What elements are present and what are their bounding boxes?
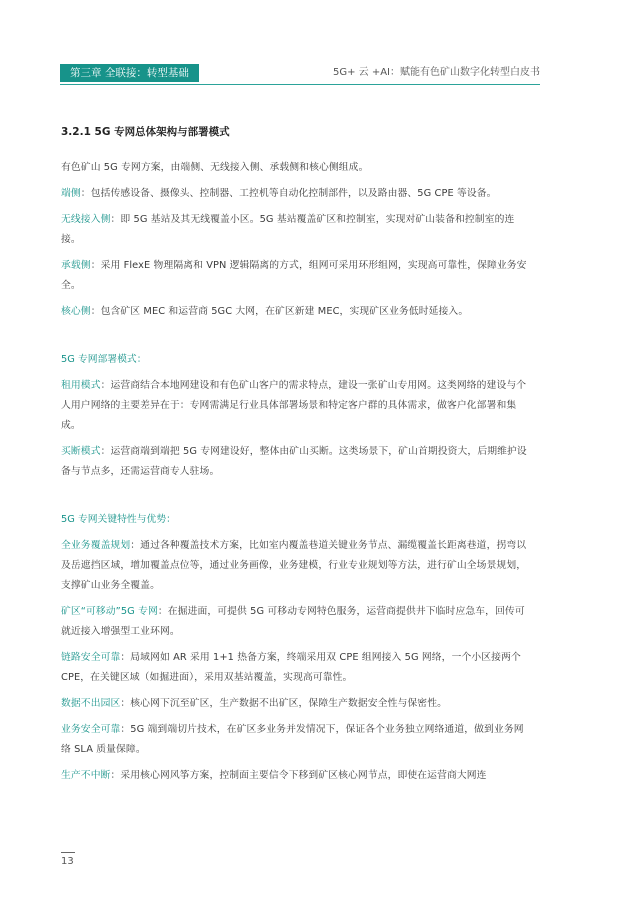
component-term: 端侧 [61, 188, 81, 199]
spacer [61, 488, 533, 510]
feature-term: 生产不中断 [61, 770, 111, 781]
page-header [60, 64, 540, 82]
component-bearer [61, 256, 533, 296]
feature-term: 全业务覆盖规划 [61, 540, 131, 551]
deployment-heading: 5G 专网部署模式： [61, 354, 147, 365]
page-number: 13 [61, 856, 74, 867]
deployment-text: ：运营商端到端把 5G 专网建设好，整体由矿山买断。这类场景下，矿山首期投资大，后期维护设备与节点多，还需运营商专人驻场。 [61, 446, 527, 477]
spacer [61, 328, 533, 350]
component-term: 核心侧 [61, 306, 91, 317]
component-text: ：包含矿区 MEC 和运营商 5GC 大网，在矿区新建 MEC，实现矿区业务低时延接入。 [90, 306, 469, 317]
feature-text: ：核心网下沉至矿区，生产数据不出矿区，保障生产数据安全性与保密性。 [120, 698, 447, 709]
feature-text: ：通过各种覆盖技术方案，比如室内覆盖巷道关键业务节点、漏缆覆盖长距离巷道，拐弯以及岳遮挡区域，增加覆盖点位等，通过业务画像，业务建模，行业专业规划等方法，进行矿山全场景规划，支撑矿山业务全覆盖。 [61, 540, 527, 591]
feature-mobile-network [61, 602, 533, 642]
feature-link-reliability [61, 648, 533, 688]
chapter-label: 第三章 全联接：转型基础 [60, 64, 199, 82]
deployment-term: 买断模式 [61, 446, 101, 457]
component-text: ：采用 FlexE 物理隔离和 VPN 逻辑隔离的方式，组网可采用环形组网，实现高可靠性，保障业务安全。 [61, 260, 527, 291]
feature-term: 矿区“可移动”5G 专网 [61, 606, 158, 617]
component-term: 承载侧 [61, 260, 91, 271]
feature-term: 数据不出园区 [61, 698, 121, 709]
feature-uninterrupted [61, 766, 533, 786]
component-radio-access [61, 210, 533, 250]
section-heading: 3.2.1 5G 专网总体架构与部署模式 [61, 126, 230, 138]
deployment-term: 租用模式 [61, 380, 101, 391]
feature-text: ：5G 端到端切片技术，在矿区多业务并发情况下，保证各个业务独立网络通道，做到业务网络 SLA 质量保障。 [61, 724, 524, 755]
deployment-text: ：运营商结合本地网建设和有色矿山客户的需求特点，建设一张矿山专用网。这类网络的建设与个人用户网络的主要差异在于：专网需满足行业具体部署场景和特定客户群的具体需求，做客户化部署和集成。 [61, 380, 527, 431]
deployment-lease [61, 376, 533, 436]
feature-text: ：局域网如 AR 采用 1+1 热备方案，终端采用双 CPE 组网接入 5G 网络，一个小区接两个 CPE，在关键区域（如掘进面），采用双基站覆盖，实现高可靠性。 [61, 652, 521, 683]
features-heading: 5G 专网关键特性与优势： [61, 514, 176, 525]
feature-term: 业务安全可靠 [61, 724, 121, 735]
header-divider [60, 84, 540, 85]
deployment-buyout [61, 442, 533, 482]
feature-text: ：在掘进面，可提供 5G 可移动专网特色服务，运营商提供井下临时应急车，回传可就近接入增强型工业环网。 [61, 606, 525, 637]
component-text: ：包括传感设备、摄像头、控制器、工控机等自动化控制部件，以及路由器、5G CPE 等设备。 [80, 188, 497, 199]
component-core [61, 302, 533, 322]
component-term: 无线接入侧 [61, 214, 111, 225]
section-intro: 有色矿山 5G 专网方案，由端侧、无线接入侧、承载侧和核心侧组成。 [61, 162, 369, 173]
component-endpoint [61, 184, 533, 204]
feature-service-security [61, 720, 533, 760]
document-title: 5G+ 云 +AI：赋能有色矿山数字化转型白皮书 [332, 67, 540, 78]
footer-divider [61, 852, 75, 853]
feature-data-local [61, 694, 533, 714]
component-text: ：即 5G 基站及其无线覆盖小区。5G 基站覆盖矿区和控制室，实现对矿山装备和控制室的连接。 [61, 214, 515, 245]
feature-text: ：采用核心网风筝方案，控制面主要信令下移到矿区核心网节点，即使在运营商大网连 [110, 770, 487, 781]
feature-coverage [61, 536, 533, 596]
feature-term: 链路安全可靠 [61, 652, 121, 663]
page-content [61, 124, 533, 792]
